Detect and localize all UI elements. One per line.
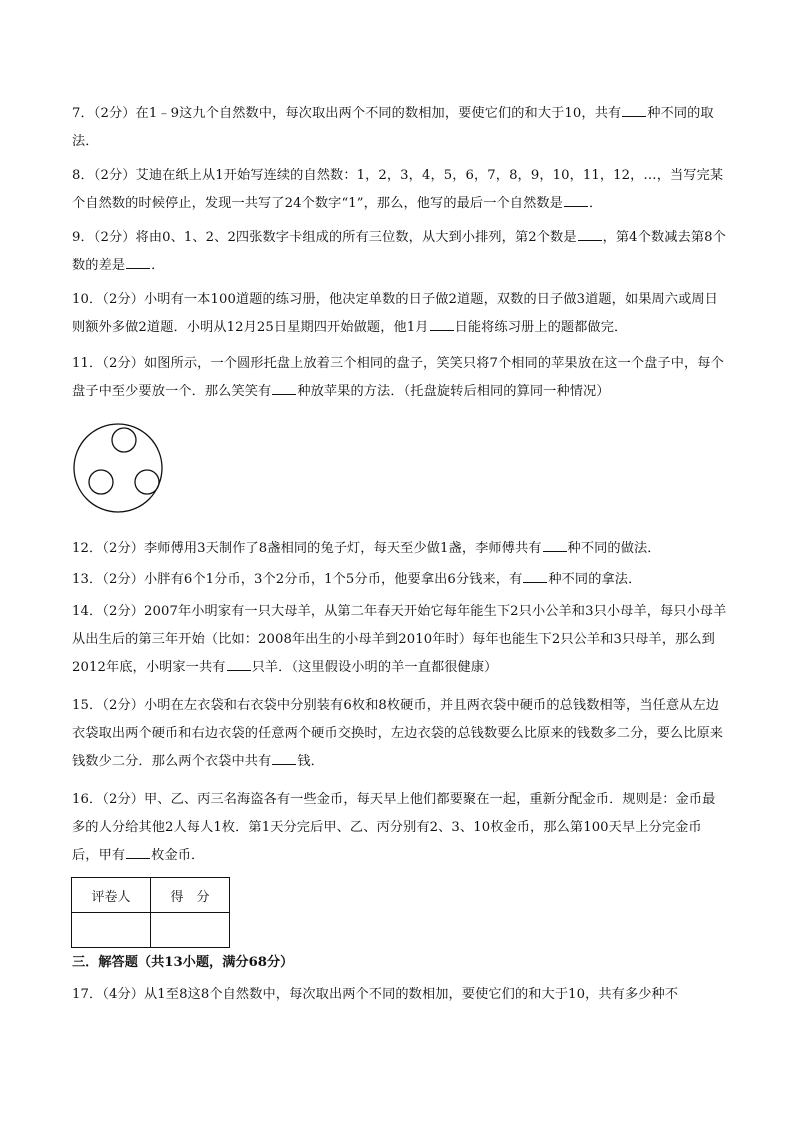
score-label: 得 分	[151, 878, 230, 913]
question-text: 15．（2分）小明在左衣袋和右衣袋中分别装有6枚和8枚硬币，并且两衣袋中硬币的总钱数相等，当任意从左边衣袋取出两个硬币和右边衣袋的任意两个硬币交换时，左边衣袋的总钱数要么比原来的钱数多二分，要么比原来钱数少二分．那么两个衣袋中共有	[72, 698, 724, 769]
question-text: 枚金币．	[151, 848, 205, 863]
question-text: ．	[151, 258, 165, 273]
question-text: 10．（2分）小明有一本100道题的练习册，他决定单数的日子做2道题，双数的日子做3道题，如果周六或周日则额外多做2道题．小明从12月25日星期四开始做题，他1月	[72, 292, 718, 335]
question-text: 16．（2分）甲、乙、丙三名海盗各有一些金币，每天早上他们都要聚在一起，重新分配金币．规则是：金币最多的人分给其他2人每人1枚．第1天分完后甲、乙、丙分别有2、3、10枚金币，那么第100天早上分完金币后，甲有	[72, 792, 716, 863]
grader-label: 评卷人	[72, 878, 151, 913]
answer-blank	[523, 568, 547, 583]
question-text: 7．（2分）在1﹣9这九个自然数中，每次取出两个不同的数相加，要使它们的和大于10，共有	[72, 106, 622, 121]
plate-left	[89, 470, 113, 494]
tray-circle	[74, 424, 162, 512]
plate-diagram	[72, 420, 164, 516]
question-text: 17．（4分）从1至8这8个自然数中，每次取出两个不同的数相加，要使它们的和大于10，共有多少种不	[72, 987, 679, 1002]
answer-blank	[622, 102, 646, 117]
question-13	[72, 566, 728, 594]
question-text: 种不同的做法．	[567, 541, 661, 556]
question-text: ．	[588, 196, 603, 211]
question-17	[72, 981, 728, 1009]
question-11	[72, 350, 728, 406]
plate-right	[135, 470, 159, 494]
question-text: 种不同的拿法．	[548, 572, 642, 587]
question-9	[72, 224, 728, 280]
question-text: ，第4个数减去第8个数的差是	[72, 230, 726, 273]
answer-blank	[126, 254, 150, 269]
question-12	[72, 535, 728, 563]
question-text: 8．（2分）艾迪在纸上从1开始写连续的自然数：1，2，3，4，5，6，7，8，9，10，11，12，…，当写完某个自然数的时候停止，发现一共写了24个数字“1”，那么，他写的最后一个自然数是	[72, 168, 724, 211]
grader-cell	[72, 913, 151, 948]
section-title: 三．解答题（共13小题，满分68分）	[72, 955, 294, 970]
question-text: 钱．	[297, 754, 324, 769]
question-text: 只羊．（这里假设小明的羊一直都很健康）	[251, 660, 498, 675]
question-10	[72, 286, 728, 342]
answer-blank	[272, 750, 296, 765]
answer-blank	[564, 192, 588, 207]
question-text: 14．（2分）2007年小明家有一只大母羊，从第二年春天开始它每年能生下2只小公羊和3只小母羊，每只小母羊从出生后的第三年开始（比如：2008年出生的小母羊到2010年时）每年也能生下2只公羊和3只母羊，那么到2012年底，小明家一共有	[72, 604, 727, 675]
question-15	[72, 692, 728, 776]
question-text: 13．（2分）小胖有6个1分币，3个2分币，1个5分币，他要拿出6分钱来，有	[72, 572, 523, 587]
score-cell	[151, 913, 230, 948]
question-text: 日能将练习册上的题都做完．	[454, 320, 628, 335]
answer-blank	[126, 844, 150, 859]
answer-blank	[543, 537, 567, 552]
question-text: 12．（2分）李师傅用3天制作了8盏相同的兔子灯，每天至少做1盏，李师傅共有	[72, 541, 542, 556]
question-text: 种放苹果的方法．（托盘旋转后相同的算同一种情况）	[297, 384, 610, 399]
plate-top	[112, 428, 136, 452]
question-text: 11．（2分）如图所示，一个圆形托盘上放着三个相同的盘子，笑笑只将7个相同的苹果放在这一个盘子中，每个盘子中至少要放一个．那么笑笑有	[72, 356, 724, 399]
answer-blank	[272, 380, 296, 395]
question-8	[72, 162, 728, 218]
question-text: 9．（2分）将由0、1、2、2四张数字卡组成的所有三位数，从大到小排列，第2个数是	[72, 230, 577, 245]
question-7	[72, 100, 728, 156]
answer-blank	[578, 226, 602, 241]
answer-blank	[227, 656, 251, 671]
question-16	[72, 786, 728, 870]
score-table	[71, 877, 230, 948]
question-14	[72, 598, 728, 682]
question-text: 种不同的取法．	[72, 106, 714, 149]
answer-blank	[430, 316, 454, 331]
